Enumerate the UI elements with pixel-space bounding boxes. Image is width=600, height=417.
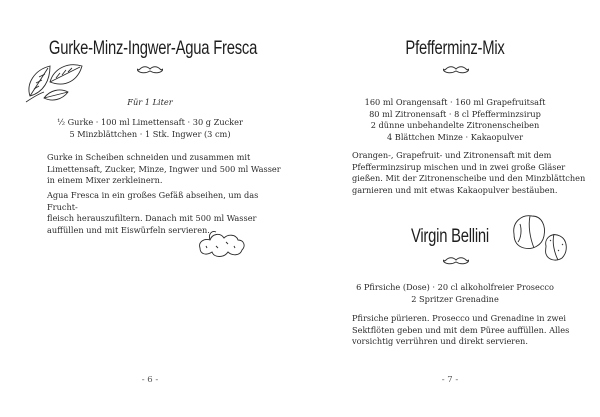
ingredients-pfefferminz-mix <box>340 97 570 143</box>
mustache-ornament-icon <box>137 66 163 76</box>
ingredient-line: 2 Spritzer Grenadine <box>411 293 499 304</box>
text-line: auffüllen und mit Eiswürfeln servieren. <box>47 224 210 235</box>
ginger-icon <box>196 228 248 260</box>
serving-size: Für 1 Liter <box>127 97 173 107</box>
ingredients-agua-fresca <box>40 117 260 140</box>
recipe-title-virgin-bellini: Virgin Bellini <box>410 226 489 247</box>
mustache-ornament-icon <box>443 257 469 267</box>
right-page <box>300 0 600 417</box>
ingredient-line: 4 Blättchen Minze · Kakaopulver <box>386 131 524 142</box>
text-line: Agua Fresca in ein großes Gefäß abseihen, um das Frucht- <box>47 190 259 212</box>
text-line: gießen. Mit der Zitronenscheibe und den Minzblättchen <box>352 173 586 183</box>
peaches-icon <box>508 210 570 264</box>
ingredient-line: 6 Pfirsiche (Dose) · 20 cl alkoholfreier Prosecco <box>356 282 554 292</box>
page-number-right: - 7 - <box>441 375 459 385</box>
recipe-title-pfefferminz-mix: Pfefferminz-Mix <box>405 38 505 59</box>
page-number-left: - 6 - <box>141 375 159 385</box>
mustache-ornament-icon <box>443 66 469 76</box>
text-line: Pfefferminzsirup mischen und in zwei große Gläser <box>352 161 566 172</box>
instructions-virgin-bellini <box>352 313 592 348</box>
text-line: Orangen-, Grapefruit- und Zitronensaft mit dem <box>352 150 552 160</box>
ingredient-line: 160 ml Orangensaft · 160 ml Grapefruitsaft <box>364 97 546 107</box>
text-line: Limettensaft, Zucker, Minze, Ingwer und 500 ml Wasser <box>47 163 281 174</box>
instructions-pfefferminz-mix <box>352 150 592 196</box>
ingredient-line: 80 ml Zitronensaft · 8 cl Pfefferminzsirup <box>369 108 541 119</box>
instructions-paragraph-2 <box>47 190 287 236</box>
instructions-paragraph-1 <box>47 152 287 187</box>
recipe-title-agua-fresca: Gurke-Minz-Ingwer-Agua Fresca <box>48 38 258 59</box>
text-line: fleisch herauszufiltern. Danach mit 500 ml Wasser <box>47 213 257 223</box>
text-line: garnieren und mit etwas Kakaopulver bestäuben. <box>352 184 558 195</box>
ingredients-virgin-bellini <box>340 282 570 305</box>
text-line: Sektflöten geben und mit dem Püree auffüllen. Alles <box>352 324 570 335</box>
mint-leaves-icon <box>24 58 86 104</box>
text-line: Gurke in Scheiben schneiden und zusammen mit <box>47 152 251 162</box>
text-line: in einem Mixer zerkleinern. <box>47 175 163 185</box>
text-line: vorsichtig verrühren und direkt servieren. <box>352 336 528 346</box>
text-line: Pfirsiche pürieren. Prosecco und Grenadine in zwei <box>352 313 566 323</box>
ingredient-line: 5 Minzblättchen · 1 Stk. Ingwer (3 cm) <box>69 128 231 139</box>
ingredient-line: 2 dünne unbehandelte Zitronenscheiben <box>370 120 540 130</box>
ingredient-line: ½ Gurke · 100 ml Limettensaft · 30 g Zucker <box>57 117 243 127</box>
